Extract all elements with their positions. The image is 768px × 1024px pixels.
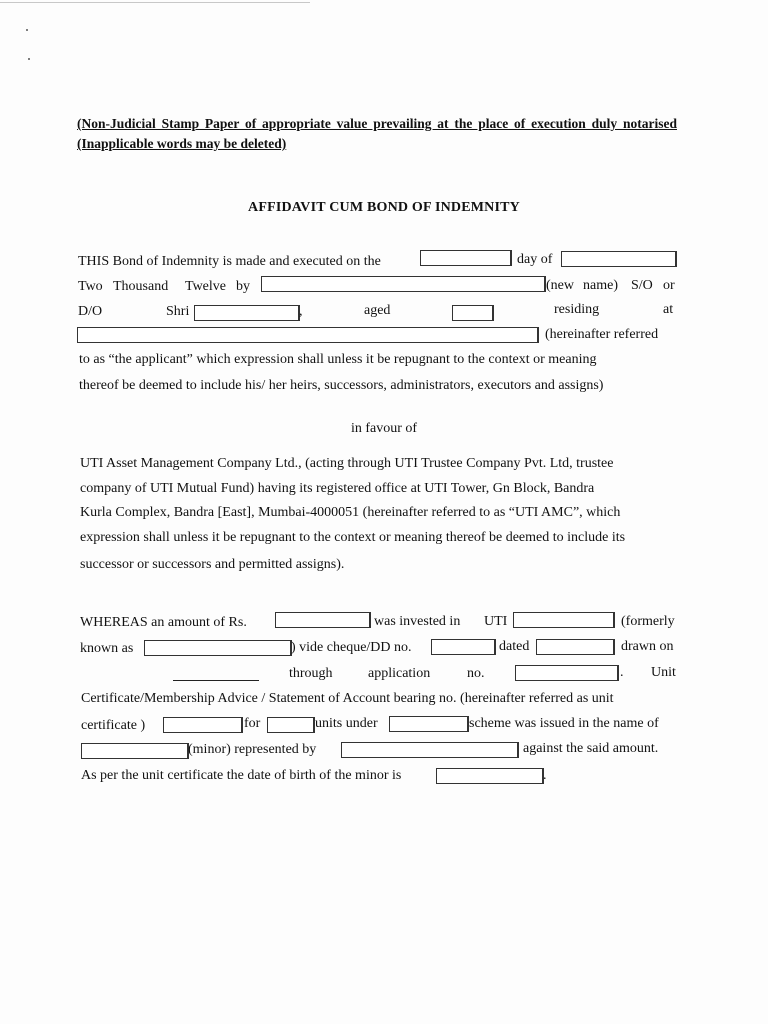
uti-text: company of UTI Mutual Fund) having its registered office at UTI Tower, Gn Block, Bandra (80, 481, 595, 496)
whereas-text: WHEREAS an amount of Rs. (80, 615, 247, 630)
whereas-text: . (543, 768, 547, 783)
bond-text: S/O (631, 278, 653, 293)
whereas-text: application (368, 666, 431, 681)
minor-name-field[interactable] (81, 743, 189, 759)
whereas-text: certificate ) (81, 718, 146, 733)
document-title: AFFIDAVIT CUM BOND OF INDEMNITY (248, 200, 520, 215)
bond-text: Shri (166, 304, 190, 319)
whereas-text: dated (499, 639, 530, 654)
execution-day-field[interactable] (420, 250, 512, 266)
whereas-text: . (620, 665, 624, 680)
bond-text: Two (78, 279, 103, 294)
whereas-text: (minor) represented by (188, 742, 317, 757)
whereas-text: ) vide cheque/DD no. (291, 640, 412, 655)
bond-text: name) (583, 278, 618, 293)
whereas-text: Certificate/Membership Advice / Statement of Account bearing no. (hereinafter referred as unit (81, 691, 614, 706)
scan-speck (26, 29, 28, 31)
whereas-text: no. (467, 666, 485, 681)
uti-text: successor or successors and permitted assigns). (80, 557, 345, 572)
unit-certificate-number-field[interactable] (163, 717, 243, 733)
age-field[interactable] (452, 305, 494, 321)
uti-text: Kurla Complex, Bandra [East], Mumbai-4000051 (hereinafter referred to as “UTI AMC”, which (80, 505, 621, 520)
bond-text: at (663, 302, 674, 317)
scheme-under-field[interactable] (389, 716, 469, 732)
bond-text: aged (364, 303, 391, 318)
whereas-text: known as (80, 641, 134, 656)
bond-text: D/O (78, 304, 103, 319)
cheque-date-field[interactable] (536, 639, 615, 655)
in-favour-heading: in favour of (350, 421, 418, 436)
whereas-text: against the said amount. (523, 741, 659, 756)
former-scheme-name-field[interactable] (144, 640, 292, 656)
whereas-text: UTI (484, 614, 508, 629)
whereas-text: was invested in (374, 614, 461, 629)
address-field[interactable] (77, 327, 539, 343)
whereas-text: for (244, 716, 261, 731)
father-name-field[interactable] (194, 305, 300, 321)
whereas-text: scheme was issued in the name of (469, 716, 659, 731)
uti-text: expression shall unless it be repugnant to the context or meaning thereof be deemed to include its (80, 530, 626, 545)
bond-text: day of (517, 252, 553, 267)
bond-text: THIS Bond of Indemnity is made and executed on the (78, 254, 381, 269)
bank-name-blank[interactable] (173, 680, 259, 681)
units-field[interactable] (267, 717, 315, 733)
bond-text: Twelve (185, 279, 227, 294)
bond-text: (hereinafter referred (545, 327, 659, 342)
whereas-text: units under (315, 716, 378, 731)
bond-text: to as “the applicant” which expression shall unless it be repugnant to the context or meaning (79, 352, 597, 367)
whereas-text: As per the unit certificate the date of birth of the minor is (81, 768, 402, 783)
amount-field[interactable] (275, 612, 371, 628)
uti-text: UTI Asset Management Company Ltd., (acting through UTI Trustee Company Pvt. Ltd, trustee (80, 456, 614, 471)
bond-text: thereof be deemed to include his/ her heirs, successors, administrators, executors and assigns) (79, 378, 604, 393)
bond-text: (new (546, 278, 574, 293)
scan-edge-line (0, 2, 310, 3)
whereas-text: through (289, 666, 333, 681)
whereas-text: (formerly (621, 614, 675, 629)
application-number-field[interactable] (515, 665, 619, 681)
bond-text: , (299, 304, 303, 319)
whereas-text: Unit (651, 665, 676, 680)
applicant-new-name-field[interactable] (261, 276, 546, 292)
bond-text: Thousand (113, 279, 169, 294)
bond-text: residing (554, 302, 600, 317)
scan-speck (28, 58, 30, 60)
minor-dob-field[interactable] (436, 768, 544, 784)
stamp-paper-note: (Non-Judicial Stamp Paper of appropriate value prevailing at the place of execution duly notarised (Inapplicable words may be deleted) (77, 116, 677, 151)
cheque-dd-number-field[interactable] (431, 639, 496, 655)
bond-text: or (663, 278, 675, 293)
bond-text: by (236, 279, 250, 294)
whereas-text: drawn on (621, 639, 674, 654)
scheme-name-field[interactable] (513, 612, 615, 628)
execution-month-field[interactable] (561, 251, 677, 267)
guardian-name-field[interactable] (341, 742, 519, 758)
